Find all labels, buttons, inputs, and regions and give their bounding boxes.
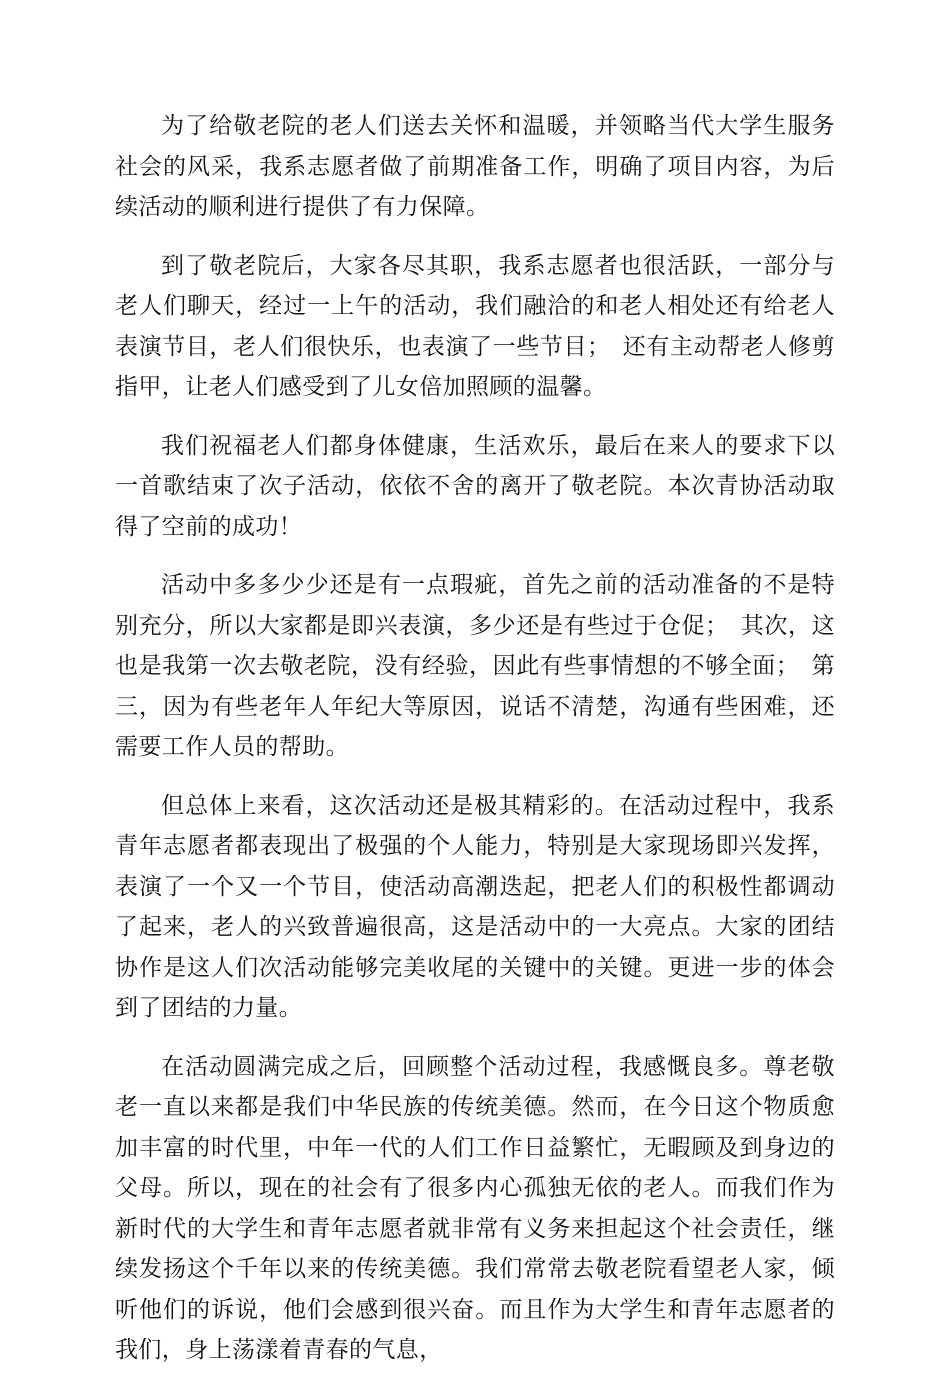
paragraph-6: 在活动圆满完成之后，回顾整个活动过程，我感慨良多。尊老敬老一直以来都是我们中华民族的传统美德。然而，在今日这个物质愈加丰富的时代里，中年一代的人们工作日益繁忙，无暇顾及到身边的父母。所以，现在的社会有了很多内心孤独无依的老人。而我们作为新时代的大学生和青年志愿者就非常有义务来担起这个社会责任，继续发扬这个千年以来的传统美德。我们常常去敬老院看望老人家，倾听他们的诉说，他们会感到很兴奋。而且作为大学生和青年志愿者的我们，身上荡漾着青春的气息，: [115, 1053, 835, 1363]
paragraph-3: 我们祝福老人们都身体健康，生活欢乐，最后在来人的要求下以一首歌结束了次子活动，依依不舍的离开了敬老院。本次青协活动取得了空前的成功！: [115, 432, 835, 540]
paragraph-1: 为了给敬老院的老人们送去关怀和温暖，并领略当代大学生服务社会的风采，我系志愿者做了前期准备工作，明确了项目内容，为后续活动的顺利进行提供了有力保障。: [115, 113, 835, 220]
paragraph-2: 到了敬老院后，大家各尽其职，我系志愿者也很活跃，一部分与老人们聊天，经过一上午的活动，我们融洽的和老人相处还有给老人表演节目，老人们很快乐，也表演了一些节目； 还有主动帮老人修剪指甲，让老人们感受到了儿女倍加照顾的温馨。: [115, 252, 835, 400]
document-body: [115, 106, 835, 1389]
paragraph-5: 但总体上来看，这次活动还是极其精彩的。在活动过程中，我系青年志愿者都表现出了极强的个人能力，特别是大家现场即兴发挥，表演了一个又一个节目，使活动高潮迭起，把老人们的积极性都调动了起来，老人的兴致普遍很高，这是活动中的一大亮点。大家的团结协作是这人们次活动能够完美收尾的关键中的关键。更进一步的体会到了团结的力量。: [115, 792, 835, 1021]
paragraph-4: 活动中多多少少还是有一点瑕疵，首先之前的活动准备的不是特别充分，所以大家都是即兴表演，多少还是有些过于仓促； 其次，这也是我第一次去敬老院，没有经验，因此有些事情想的不够全面； 第三，因为有些老年人年纪大等原因，说话不清楚，沟通有些困难，还需要工作人员的帮助。: [115, 572, 835, 760]
